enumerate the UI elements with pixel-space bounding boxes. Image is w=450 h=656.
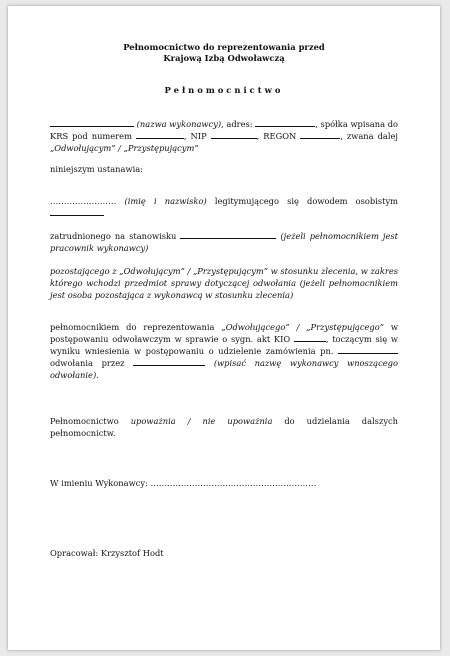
roles-principal: „Odwołującym” / „Przystępującym”: [50, 143, 199, 153]
hint-company-name: (nazwa wykonawcy): [136, 119, 222, 129]
text-krs: , spółka wpisana do KRS pod numerem: [50, 119, 398, 141]
blank-appellant: [133, 357, 205, 366]
substitution-paragraph: [50, 415, 398, 439]
text-power: Pełnomocnictwo: [50, 416, 131, 426]
employment-paragraph: [50, 230, 398, 254]
attorney-paragraph: [50, 195, 398, 219]
blank-procurement-name: [338, 345, 398, 354]
dots-attorney-name: ……………………: [50, 196, 117, 206]
document-heading: Pełnomocnictwo: [164, 85, 284, 95]
hint-appellant: (wpisać nazwę wykonawcy wnoszącego odwołanie).: [50, 358, 398, 380]
appoints-paragraph: niniejszym ustanawia:: [50, 164, 143, 174]
text-procurement: , toczącym się w wyniku wniesienia w postępowaniu o udzielenie zamówienia pn.: [50, 334, 399, 356]
hint-employee: (jeżeli pełnomocnikiem jest pracownik wykonawcy): [50, 231, 399, 253]
substitution-options: upoważnia / nie upoważnia: [130, 416, 273, 426]
blank-nip: [211, 130, 257, 139]
text-address: , adres:: [221, 119, 256, 129]
title-line-1: Pełnomocnictwo do reprezentowania przed: [123, 42, 325, 52]
text-id-card: legitymującego się dowodem osobistym: [206, 196, 399, 206]
text-employed: zatrudnionego na stanowisku: [50, 231, 181, 241]
blank-position: [180, 230, 276, 239]
document-title: [50, 42, 398, 64]
text-called: , zwana dalej: [340, 131, 398, 141]
representation-paragraph: [50, 321, 398, 381]
signature-label: W imieniu Wykonawcy:: [50, 478, 151, 488]
text-regon: , REGON: [256, 131, 301, 141]
author-line: Opracował: Krzysztof Hodt: [50, 548, 164, 558]
blank-company-name: [50, 118, 134, 127]
hint-attorney-name: (imię i nazwisko): [124, 196, 207, 206]
document-content: [50, 42, 398, 559]
blank-regon: [300, 130, 340, 139]
blank-address: [255, 118, 315, 127]
blank-id-card: [50, 207, 104, 216]
signature-line: [50, 477, 398, 489]
text-nip: , NIP: [183, 131, 211, 141]
text-case-signature: w postępowaniu odwoławczym w sprawie o sygn. akt KIO: [50, 322, 398, 344]
text-further-powers: do udzielania dalszych pełnomocnictw.: [50, 416, 398, 438]
roles-representation: „Odwołującego” / „Przystępującego”: [221, 322, 384, 332]
principal-paragraph: [50, 118, 398, 154]
blank-krs: [136, 130, 184, 139]
mandate-paragraph: pozostającego z „Odwołującym” / „Przystępującym” w stosunku zlecenia, w zakres którego wchodzi przedmiot sprawy dotyczącej odwołania (jeżeli pełnomocnikiem jest osoba pozostająca z wykonawcą w stosunku zlecenia): [50, 266, 398, 300]
dots-signature: ……………………………………………………: [150, 478, 317, 488]
title-line-2: Krajową Izbą Odwoławczą: [163, 53, 285, 63]
document-page: [8, 6, 440, 650]
text-representation: pełnomocnikiem do reprezentowania: [50, 322, 222, 332]
blank-case-signature: [294, 333, 326, 342]
text-appeal-by: odwołania przez: [50, 358, 134, 368]
